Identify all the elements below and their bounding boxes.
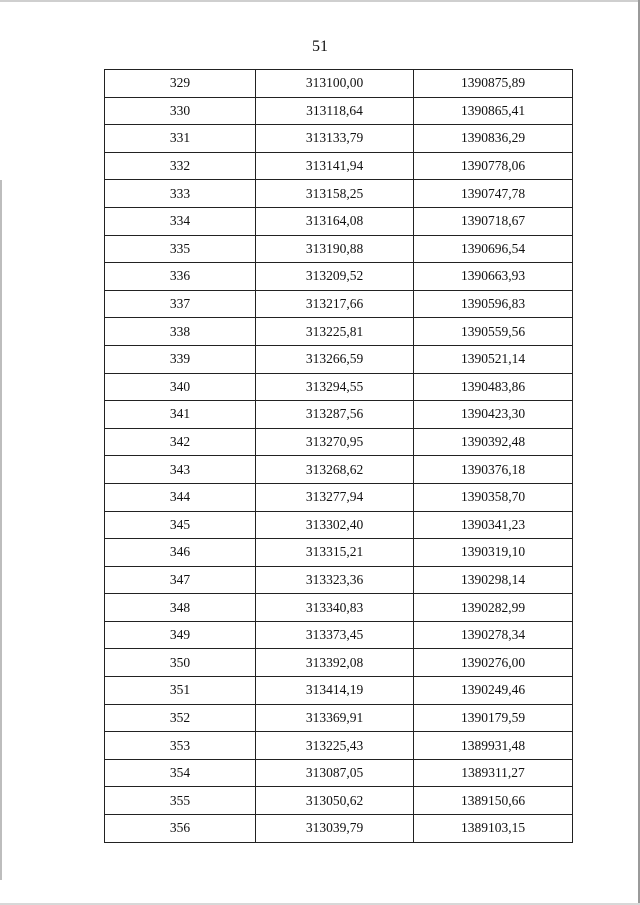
y-coordinate-cell: 1390747,78 [414,180,573,208]
x-coordinate-cell: 313414,19 [256,677,414,705]
table-row [105,759,573,787]
table-row [105,456,573,484]
x-coordinate-cell: 313158,25 [256,180,414,208]
y-coordinate-cell: 1390249,46 [414,677,573,705]
y-coordinate-cell: 1390778,06 [414,152,573,180]
table-row [105,263,573,291]
x-coordinate-cell: 313118,64 [256,97,414,125]
y-coordinate-cell: 1390179,59 [414,704,573,732]
point-number-cell: 335 [105,235,256,263]
y-coordinate-cell: 1390483,86 [414,373,573,401]
table-row [105,97,573,125]
table-row [105,704,573,732]
x-coordinate-cell: 313373,45 [256,621,414,649]
table-row [105,207,573,235]
x-coordinate-cell: 313225,81 [256,318,414,346]
point-number-cell: 350 [105,649,256,677]
point-number-cell: 347 [105,566,256,594]
point-number-cell: 329 [105,70,256,98]
y-coordinate-cell: 1390875,89 [414,70,573,98]
y-coordinate-cell: 1390696,54 [414,235,573,263]
point-number-cell: 356 [105,815,256,843]
table-row [105,594,573,622]
point-number-cell: 353 [105,732,256,760]
x-coordinate-cell: 313392,08 [256,649,414,677]
x-coordinate-cell: 313050,62 [256,787,414,815]
table-row [105,677,573,705]
x-coordinate-cell: 313164,08 [256,207,414,235]
point-number-cell: 338 [105,318,256,346]
table-row [105,511,573,539]
table-row [105,566,573,594]
y-coordinate-cell: 1390423,30 [414,401,573,429]
point-number-cell: 330 [105,97,256,125]
table-row [105,621,573,649]
y-coordinate-cell: 1390341,23 [414,511,573,539]
y-coordinate-cell: 1389103,15 [414,815,573,843]
point-number-cell: 331 [105,125,256,153]
point-number-cell: 343 [105,456,256,484]
y-coordinate-cell: 1390276,00 [414,649,573,677]
table-row [105,815,573,843]
point-number-cell: 334 [105,207,256,235]
table-row [105,70,573,98]
y-coordinate-cell: 1389931,48 [414,732,573,760]
table-row [105,428,573,456]
point-number-cell: 346 [105,539,256,567]
point-number-cell: 342 [105,428,256,456]
y-coordinate-cell: 1390376,18 [414,456,573,484]
x-coordinate-cell: 313270,95 [256,428,414,456]
y-coordinate-cell: 1390319,10 [414,539,573,567]
y-coordinate-cell: 1390596,83 [414,290,573,318]
point-number-cell: 349 [105,621,256,649]
point-number-cell: 345 [105,511,256,539]
point-number-cell: 341 [105,401,256,429]
y-coordinate-cell: 1390521,14 [414,345,573,373]
x-coordinate-cell: 313266,59 [256,345,414,373]
y-coordinate-cell: 1390358,70 [414,483,573,511]
x-coordinate-cell: 313225,43 [256,732,414,760]
point-number-cell: 351 [105,677,256,705]
x-coordinate-cell: 313294,55 [256,373,414,401]
table-row [105,373,573,401]
y-coordinate-cell: 1390836,29 [414,125,573,153]
point-number-cell: 355 [105,787,256,815]
table-row [105,180,573,208]
scan-edge-left [0,180,2,880]
x-coordinate-cell: 313302,40 [256,511,414,539]
x-coordinate-cell: 313087,05 [256,759,414,787]
y-coordinate-cell: 1389150,66 [414,787,573,815]
x-coordinate-cell: 313209,52 [256,263,414,291]
y-coordinate-cell: 1389311,27 [414,759,573,787]
coordinates-table-body [105,70,573,843]
point-number-cell: 333 [105,180,256,208]
x-coordinate-cell: 313340,83 [256,594,414,622]
point-number-cell: 340 [105,373,256,401]
point-number-cell: 344 [105,483,256,511]
y-coordinate-cell: 1390278,34 [414,621,573,649]
y-coordinate-cell: 1390559,56 [414,318,573,346]
table-row [105,649,573,677]
x-coordinate-cell: 313133,79 [256,125,414,153]
table-row [105,318,573,346]
table-row [105,235,573,263]
point-number-cell: 348 [105,594,256,622]
x-coordinate-cell: 313369,91 [256,704,414,732]
table-row [105,125,573,153]
scan-edge-top [0,0,640,2]
table-row [105,483,573,511]
y-coordinate-cell: 1390718,67 [414,207,573,235]
y-coordinate-cell: 1390298,14 [414,566,573,594]
point-number-cell: 337 [105,290,256,318]
y-coordinate-cell: 1390865,41 [414,97,573,125]
table-row [105,539,573,567]
x-coordinate-cell: 313217,66 [256,290,414,318]
table-row [105,345,573,373]
point-number-cell: 352 [105,704,256,732]
y-coordinate-cell: 1390282,99 [414,594,573,622]
point-number-cell: 354 [105,759,256,787]
x-coordinate-cell: 313039,79 [256,815,414,843]
page-number: 51 [312,38,328,55]
x-coordinate-cell: 313268,62 [256,456,414,484]
table-row [105,787,573,815]
table-row [105,290,573,318]
x-coordinate-cell: 313141,94 [256,152,414,180]
point-number-cell: 336 [105,263,256,291]
y-coordinate-cell: 1390392,48 [414,428,573,456]
table-row [105,401,573,429]
x-coordinate-cell: 313315,21 [256,539,414,567]
y-coordinate-cell: 1390663,93 [414,263,573,291]
coordinates-table [104,69,573,843]
table-row [105,732,573,760]
x-coordinate-cell: 313287,56 [256,401,414,429]
point-number-cell: 339 [105,345,256,373]
x-coordinate-cell: 313277,94 [256,483,414,511]
x-coordinate-cell: 313323,36 [256,566,414,594]
x-coordinate-cell: 313190,88 [256,235,414,263]
table-row [105,152,573,180]
x-coordinate-cell: 313100,00 [256,70,414,98]
point-number-cell: 332 [105,152,256,180]
